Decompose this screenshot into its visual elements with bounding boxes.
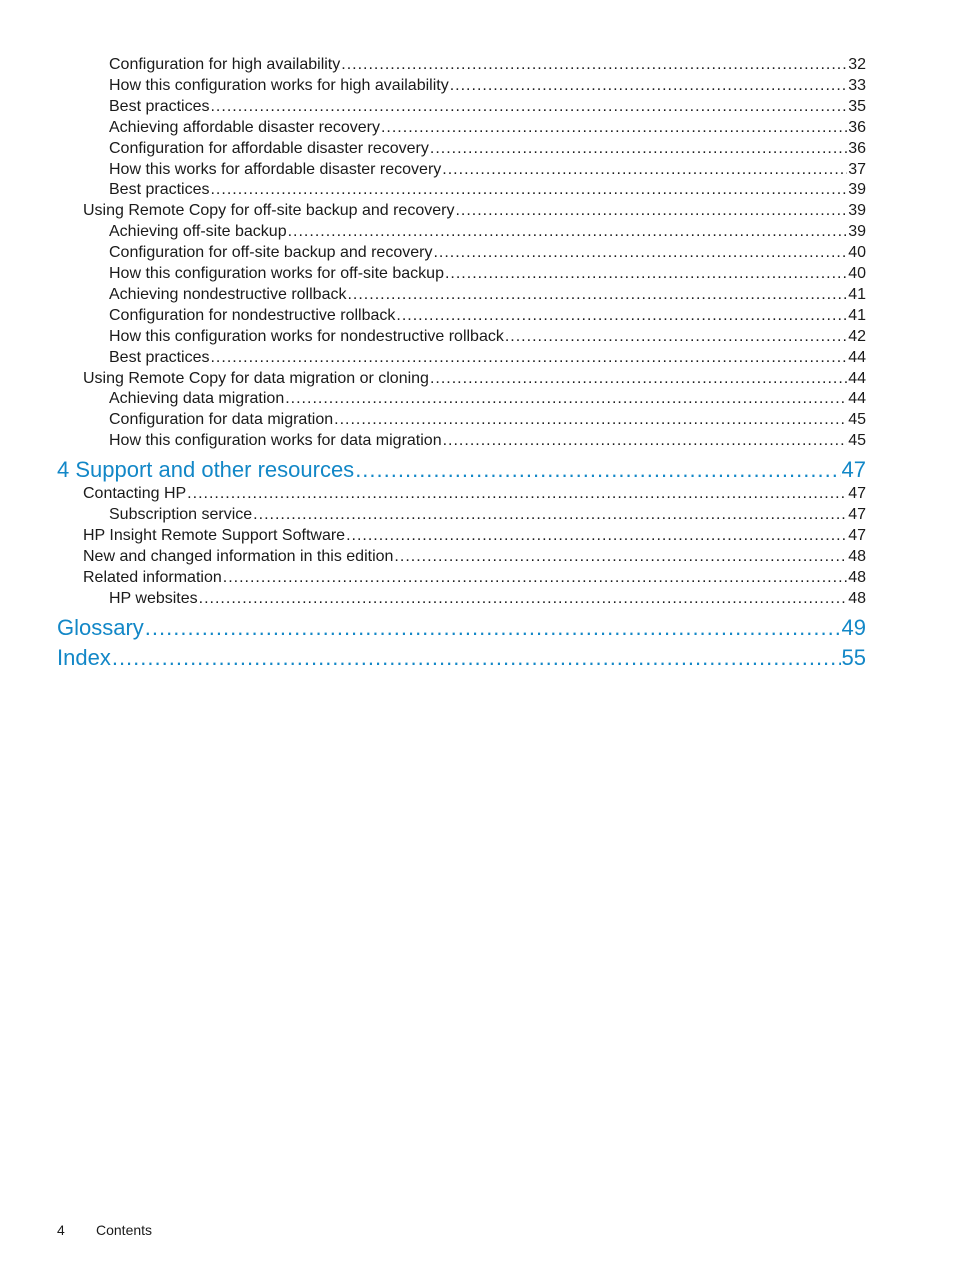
toc-entry-title: Best practices <box>109 97 210 115</box>
toc-dot-leader <box>253 506 847 524</box>
toc-entry-title: Best practices <box>109 348 210 366</box>
toc-page-number: 45 <box>848 411 866 429</box>
toc-dot-leader <box>443 432 848 450</box>
toc-page-number: 48 <box>848 568 866 586</box>
toc-page-number: 55 <box>841 644 866 670</box>
toc-chapter-link[interactable] <box>57 457 866 487</box>
toc-page-number: 42 <box>848 327 866 345</box>
toc-page-number: 48 <box>848 589 866 607</box>
toc-dot-leader <box>355 457 840 483</box>
toc-entry-link[interactable] <box>109 328 866 349</box>
toc-entry-link[interactable] <box>109 590 866 611</box>
toc-dot-leader <box>450 77 847 95</box>
toc-dot-leader <box>341 56 847 74</box>
toc-dot-leader <box>288 223 848 241</box>
toc-page-number: 32 <box>848 56 866 73</box>
toc-entry-title: How this configuration works for nondestructive rollback <box>109 327 504 345</box>
footer-section-label: Contents <box>96 1222 153 1238</box>
toc-chapter-link[interactable] <box>57 645 866 675</box>
toc-dot-leader <box>430 140 847 158</box>
toc-dot-leader <box>505 328 847 346</box>
toc-entry-title: How this works for affordable disaster recovery <box>109 160 442 178</box>
toc-page-number: 40 <box>848 244 866 262</box>
toc-entry-link[interactable] <box>109 286 866 307</box>
toc-entry-title: HP Insight Remote Support Software <box>83 526 346 544</box>
toc-dot-leader <box>442 161 847 179</box>
toc-dot-leader <box>334 411 847 429</box>
toc-page-number: 40 <box>848 265 866 282</box>
toc-dot-leader <box>285 390 847 408</box>
toc-page-number: 49 <box>841 614 866 640</box>
toc-entry-link[interactable] <box>109 411 866 432</box>
toc-dot-leader <box>445 265 847 283</box>
toc-entry-link[interactable] <box>109 244 866 265</box>
toc-page-number: 36 <box>848 139 866 157</box>
toc-page-number: 44 <box>848 390 866 408</box>
toc-entry-link[interactable] <box>109 265 866 286</box>
toc-entry-title: Achieving data migration <box>109 390 285 408</box>
toc-entry-link[interactable] <box>109 161 866 182</box>
toc-page-number: 47 <box>848 506 866 523</box>
toc-page-number: 37 <box>848 160 866 178</box>
toc-page-number: 41 <box>848 306 866 324</box>
toc-entry-title: HP websites <box>109 589 198 607</box>
toc-dot-leader <box>433 244 847 262</box>
toc-entry-link[interactable] <box>109 307 866 328</box>
toc-entry-link[interactable] <box>109 119 866 140</box>
toc-page-number: 45 <box>848 432 866 450</box>
toc-chapter-link[interactable] <box>57 615 866 645</box>
toc-entry-title: Configuration for off-site backup and recovery <box>109 244 433 262</box>
toc-dot-leader <box>346 527 847 545</box>
toc-dot-leader <box>396 307 847 325</box>
toc-entry-link[interactable] <box>83 485 866 506</box>
toc-entry-title: Configuration for affordable disaster recovery <box>109 139 429 157</box>
toc-dot-leader <box>145 615 841 641</box>
toc-entry-title: Configuration for high availability <box>109 56 341 73</box>
toc-page-number: 33 <box>848 76 866 94</box>
toc-entry-link[interactable] <box>109 77 866 98</box>
toc-entry-title: Subscription service <box>109 506 253 523</box>
toc-entry-link[interactable] <box>109 349 866 370</box>
toc-page-number: 35 <box>848 97 866 115</box>
toc-dot-leader <box>112 645 841 671</box>
toc-entry-link[interactable] <box>83 569 866 590</box>
toc-entry-title: Configuration for data migration <box>109 411 334 429</box>
toc-entry-title: Achieving nondestructive rollback <box>109 285 347 303</box>
toc-page-number: 39 <box>848 202 866 220</box>
toc-entry-title: Configuration for nondestructive rollback <box>109 306 396 324</box>
footer-page-number: 4 <box>57 1222 65 1238</box>
toc-entry-title: How this configuration works for data migration <box>109 432 442 450</box>
toc-entry-title: Using Remote Copy for off-site backup and recovery <box>83 202 455 220</box>
toc-page-number: 39 <box>848 181 866 199</box>
toc-entry-title: Glossary <box>57 614 144 640</box>
toc-page-number: 48 <box>848 547 866 565</box>
toc-entry-link[interactable] <box>109 223 866 244</box>
toc-dot-leader <box>223 569 847 587</box>
toc-entry-title: Related information <box>83 568 222 586</box>
toc-entry-link[interactable] <box>109 506 866 527</box>
toc-page-number: 44 <box>848 369 866 387</box>
toc-page-number: 44 <box>848 348 866 366</box>
toc-entry-link[interactable] <box>83 548 866 569</box>
toc-entry-link[interactable] <box>83 527 866 548</box>
toc-entry-link[interactable] <box>109 56 866 77</box>
toc-entry-link[interactable] <box>83 370 866 391</box>
toc-page-number: 36 <box>848 118 866 136</box>
toc-dot-leader <box>381 119 847 137</box>
toc-entry-link[interactable] <box>109 432 866 453</box>
toc-dot-leader <box>347 286 847 304</box>
toc-entry-title: Using Remote Copy for data migration or cloning <box>83 369 429 387</box>
toc-dot-leader <box>210 98 847 116</box>
toc-page-number: 47 <box>848 485 866 503</box>
toc-page-number: 47 <box>841 457 866 483</box>
toc-entry-title: Achieving off-site backup <box>109 223 287 241</box>
toc-dot-leader <box>430 370 847 388</box>
toc-page-number: 39 <box>848 223 866 241</box>
toc-entry-link[interactable] <box>109 98 866 119</box>
toc-dot-leader <box>187 485 847 503</box>
toc-entry-link[interactable] <box>83 202 866 223</box>
toc-entry-title: Contacting HP <box>83 485 187 503</box>
toc-entry-title: How this configuration works for high availability <box>109 76 449 94</box>
toc-entry-link[interactable] <box>109 390 866 411</box>
toc-dot-leader <box>394 548 847 566</box>
toc-dot-leader <box>210 181 847 199</box>
toc-dot-leader <box>455 202 847 220</box>
toc-entry-title: Achieving affordable disaster recovery <box>109 118 380 136</box>
toc-entry-title: Best practices <box>109 181 210 199</box>
toc-page-number: 47 <box>848 526 866 544</box>
toc-entry-title: New and changed information in this edition <box>83 547 394 565</box>
toc-dot-leader <box>210 349 847 367</box>
toc-entry-link[interactable] <box>109 140 866 161</box>
toc-dot-leader <box>199 590 848 608</box>
toc-entry-title: Index <box>57 644 111 670</box>
toc-entry-title: How this configuration works for off-site backup <box>109 265 444 282</box>
toc-entry-title: 4 Support and other resources <box>57 457 355 483</box>
toc-entry-link[interactable] <box>109 181 866 202</box>
toc-page-number: 41 <box>848 285 866 303</box>
